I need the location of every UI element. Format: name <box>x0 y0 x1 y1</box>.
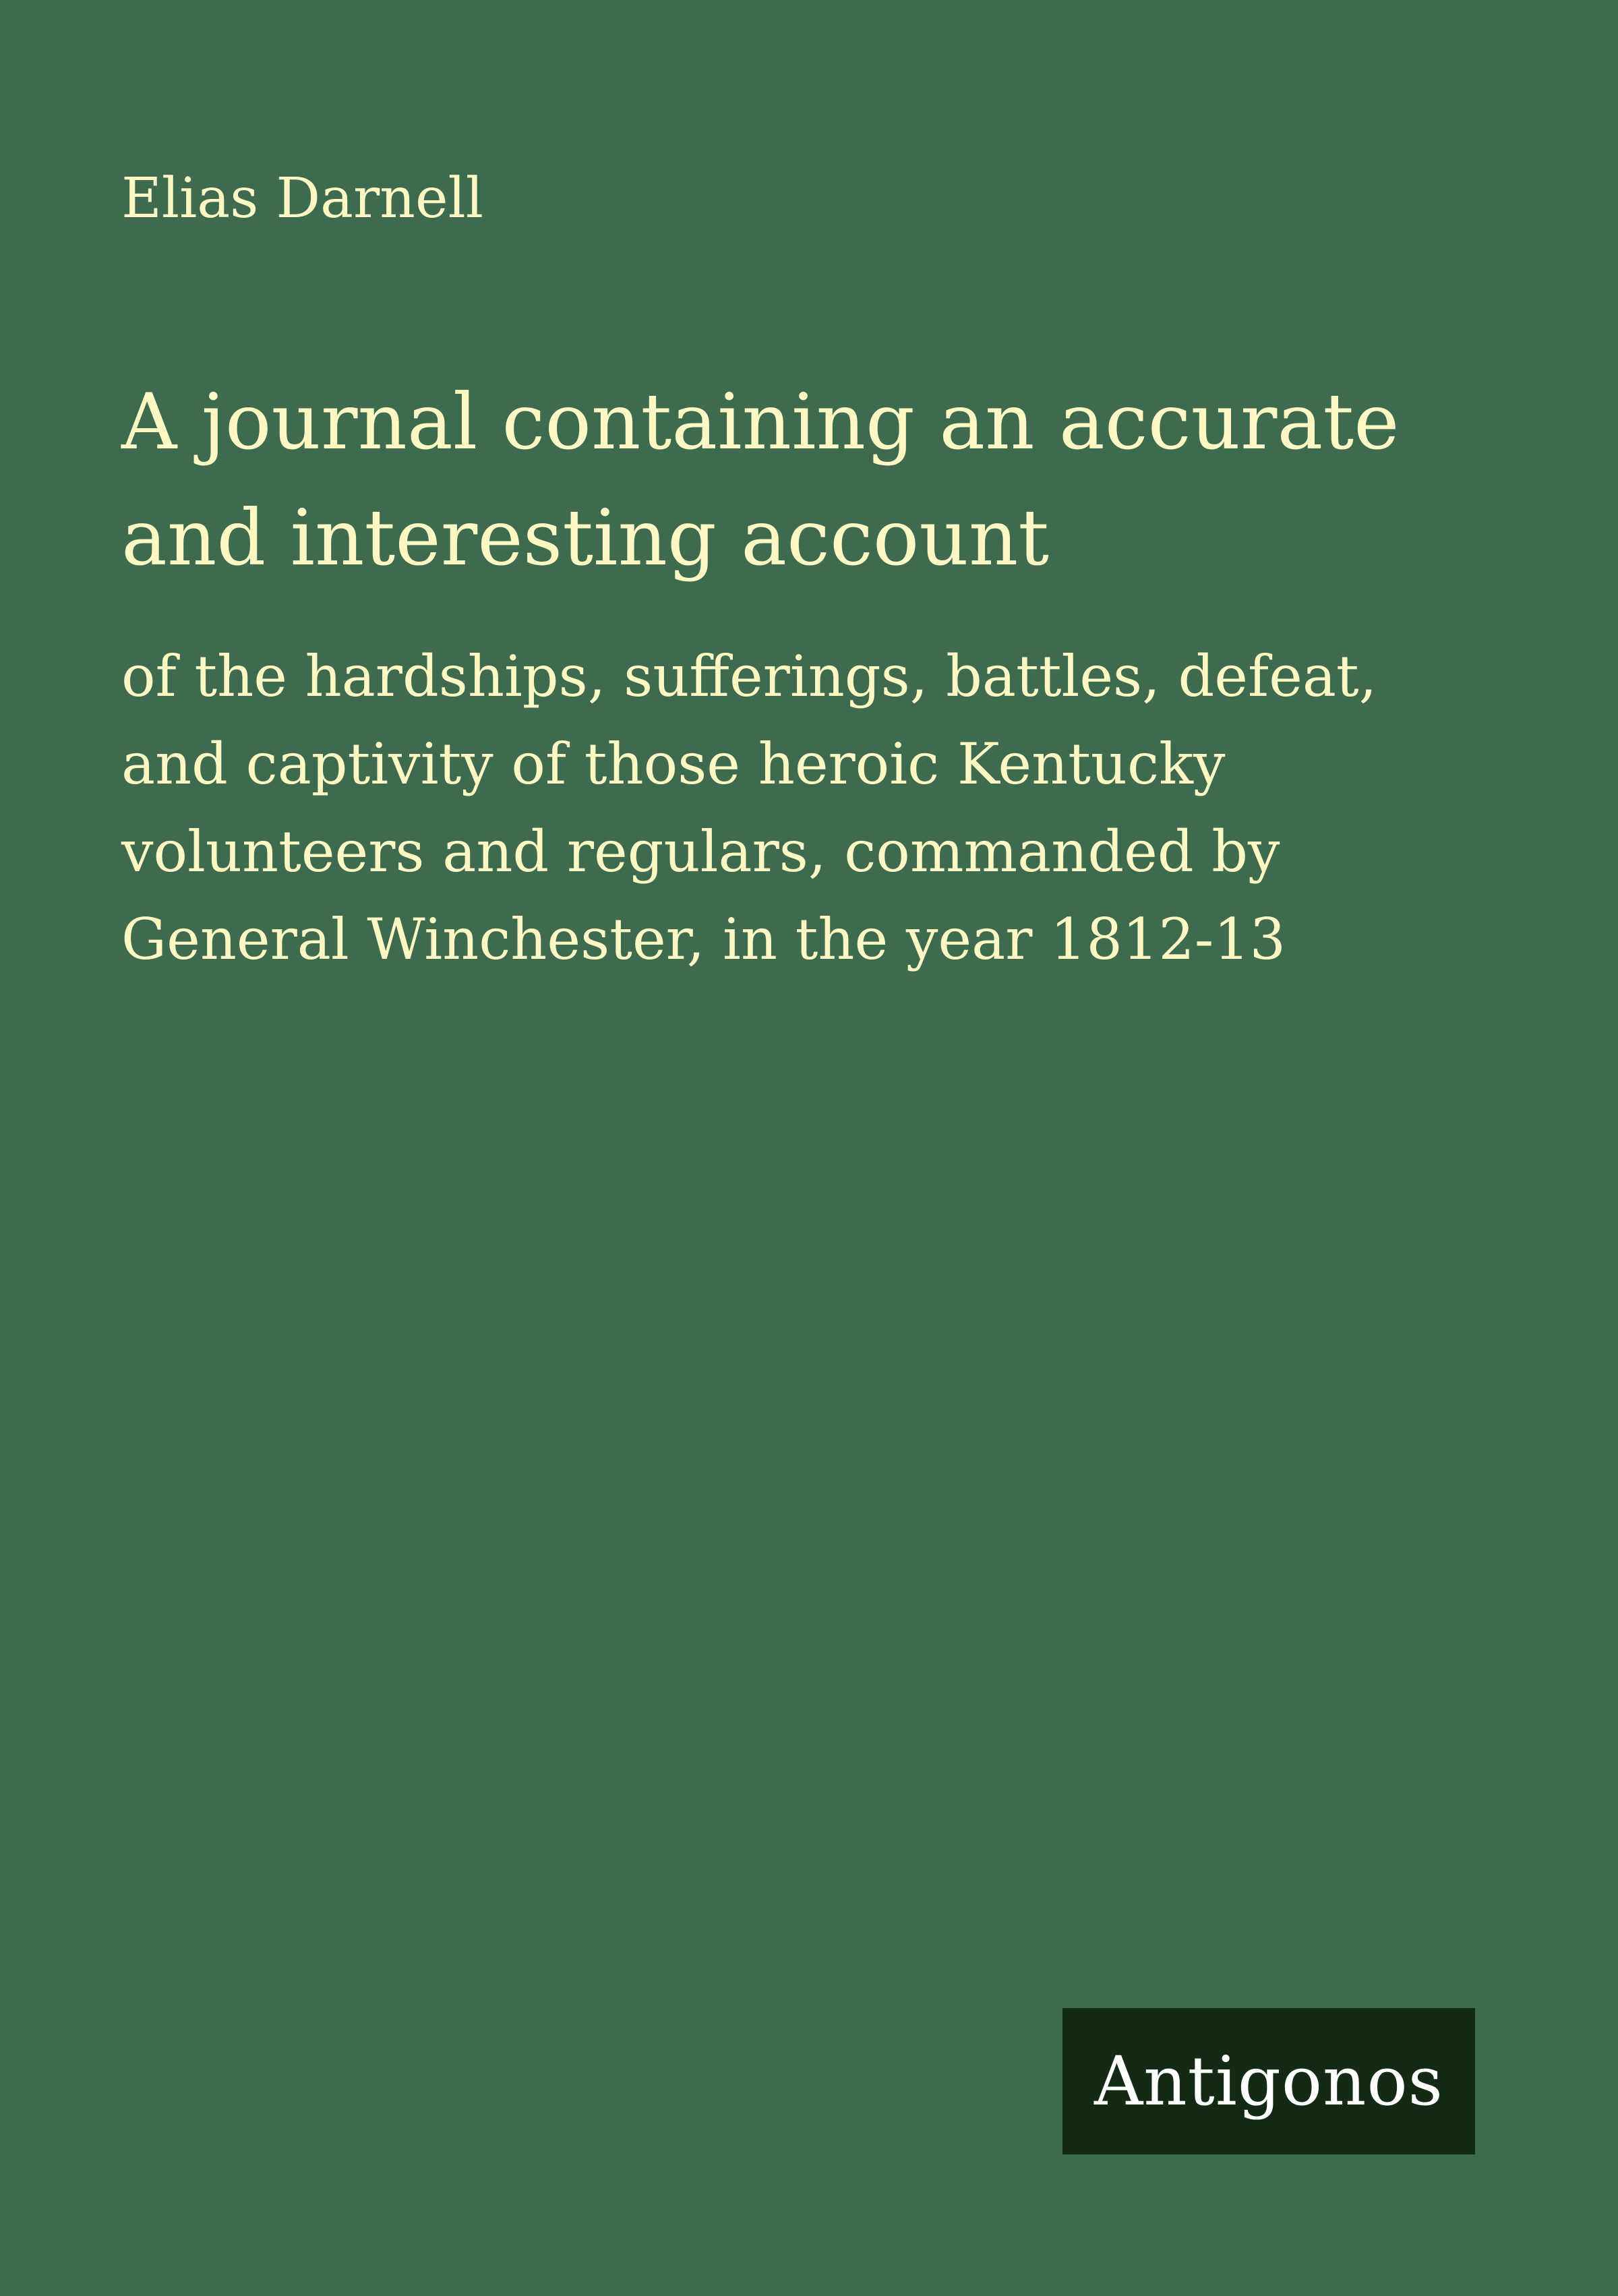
publisher-logo <box>1062 2008 1475 2154</box>
publisher-name: Antigonos <box>1094 2041 1443 2121</box>
book-subtitle: of the hardships, sufferings, battles, defeat, and captivity of those heroic Kentucky volunteers and regulars, commanded by General Winchester, in the year 1812-13 <box>121 643 1377 972</box>
book-title: A journal containing an accurate and interesting account <box>121 377 1400 583</box>
author-name: Elias Darnell <box>121 167 483 231</box>
